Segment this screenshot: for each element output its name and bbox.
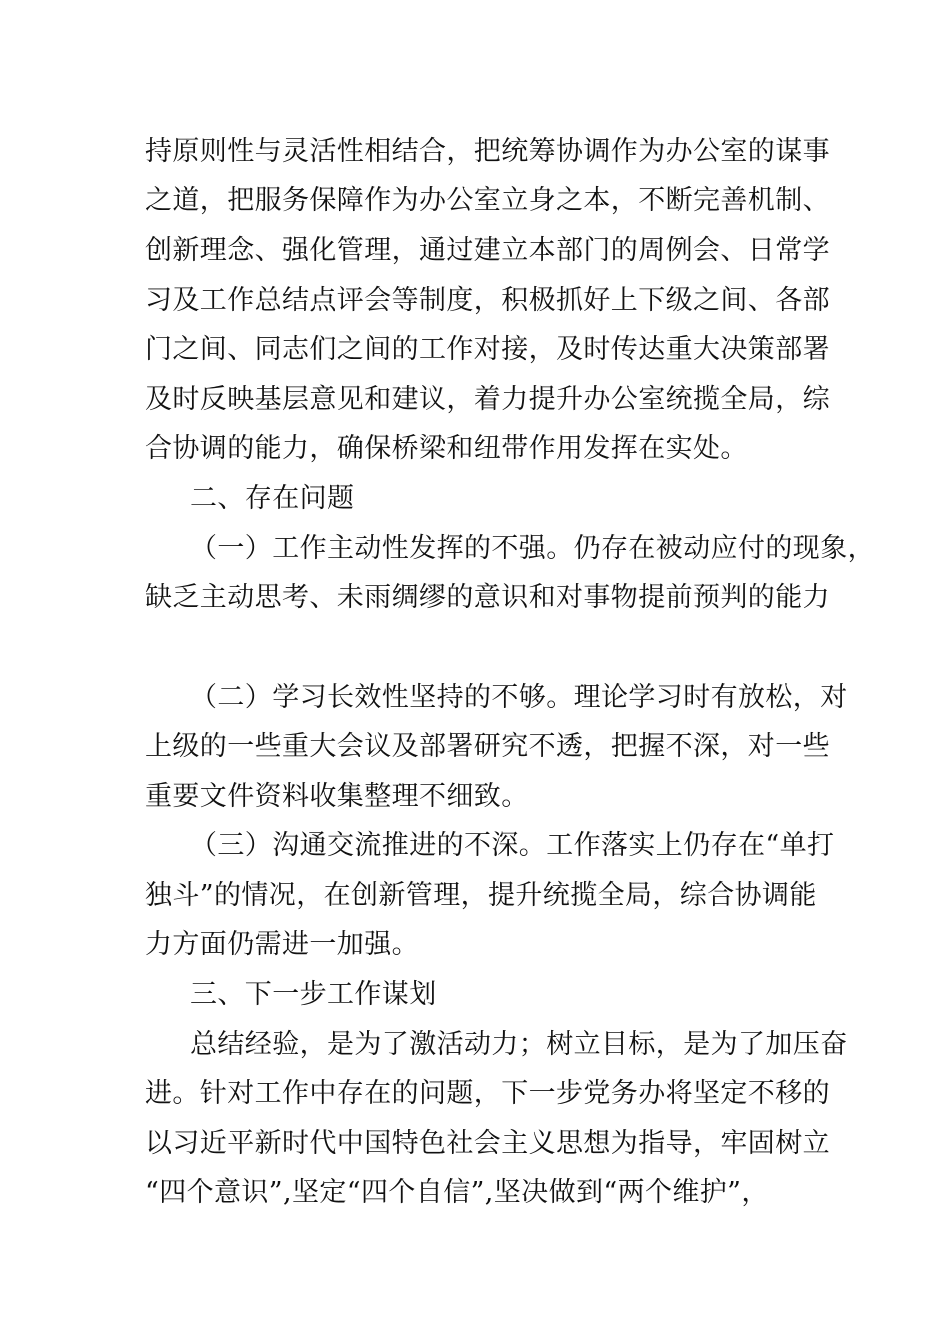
text-line: 重要文件资料收集整理不细致。 <box>145 781 529 812</box>
text-line: 独斗”的情况，在创新管理，提升统揽全局，综合协调能 <box>145 880 817 911</box>
section-heading: 二、存在问题 <box>190 483 355 514</box>
text-line: 创新理念、强化管理，通过建立本部门的周例会、日常学 <box>145 235 830 266</box>
text-line: 及时反映基层意见和建议，着力提升办公室统揽全局，综 <box>145 384 830 415</box>
text-line: （三）沟通交流推进的不深。工作落实上仍存在“单打 <box>190 830 835 861</box>
section-heading: 三、下一步工作谋划 <box>190 979 437 1010</box>
text-line: 总结经验，是为了激活动力；树立目标，是为了加压奋 <box>190 1029 848 1060</box>
text-line: （一）工作主动性发挥的不强。仍存在被动应付的现象， <box>190 533 875 564</box>
text-line: 习及工作总结点评会等制度，积极抓好上下级之间、各部 <box>145 285 830 316</box>
text-line: 合协调的能力，确保桥梁和纽带作用发挥在实处。 <box>145 433 748 464</box>
text-line: 持原则性与灵活性相结合，把统筹协调作为办公室的谋事 <box>145 136 830 167</box>
text-line: 力方面仍需进一加强。 <box>145 929 419 960</box>
text-line: 进。针对工作中存在的问题，下一步党务办将坚定不移的 <box>145 1078 830 1109</box>
text-line: 门之间、同志们之间的工作对接，及时传达重大决策部署 <box>145 334 830 365</box>
text-line: 以习近平新时代中国特色社会主义思想为指导，牢固树立 <box>145 1128 830 1159</box>
text-line: 缺乏主动思考、未雨绸缪的意识和对事物提前预判的能力 <box>145 582 830 613</box>
text-line: 之道，把服务保障作为办公室立身之本，不断完善机制、 <box>145 185 830 216</box>
text-line: “四个意识”,坚定“四个自信”,坚决做到“两个维护”， <box>145 1177 769 1208</box>
text-line: （二）学习长效性坚持的不够。理论学习时有放松，对 <box>190 682 848 713</box>
text-line: 上级的一些重大会议及部署研究不透，把握不深，对一些 <box>145 731 830 762</box>
